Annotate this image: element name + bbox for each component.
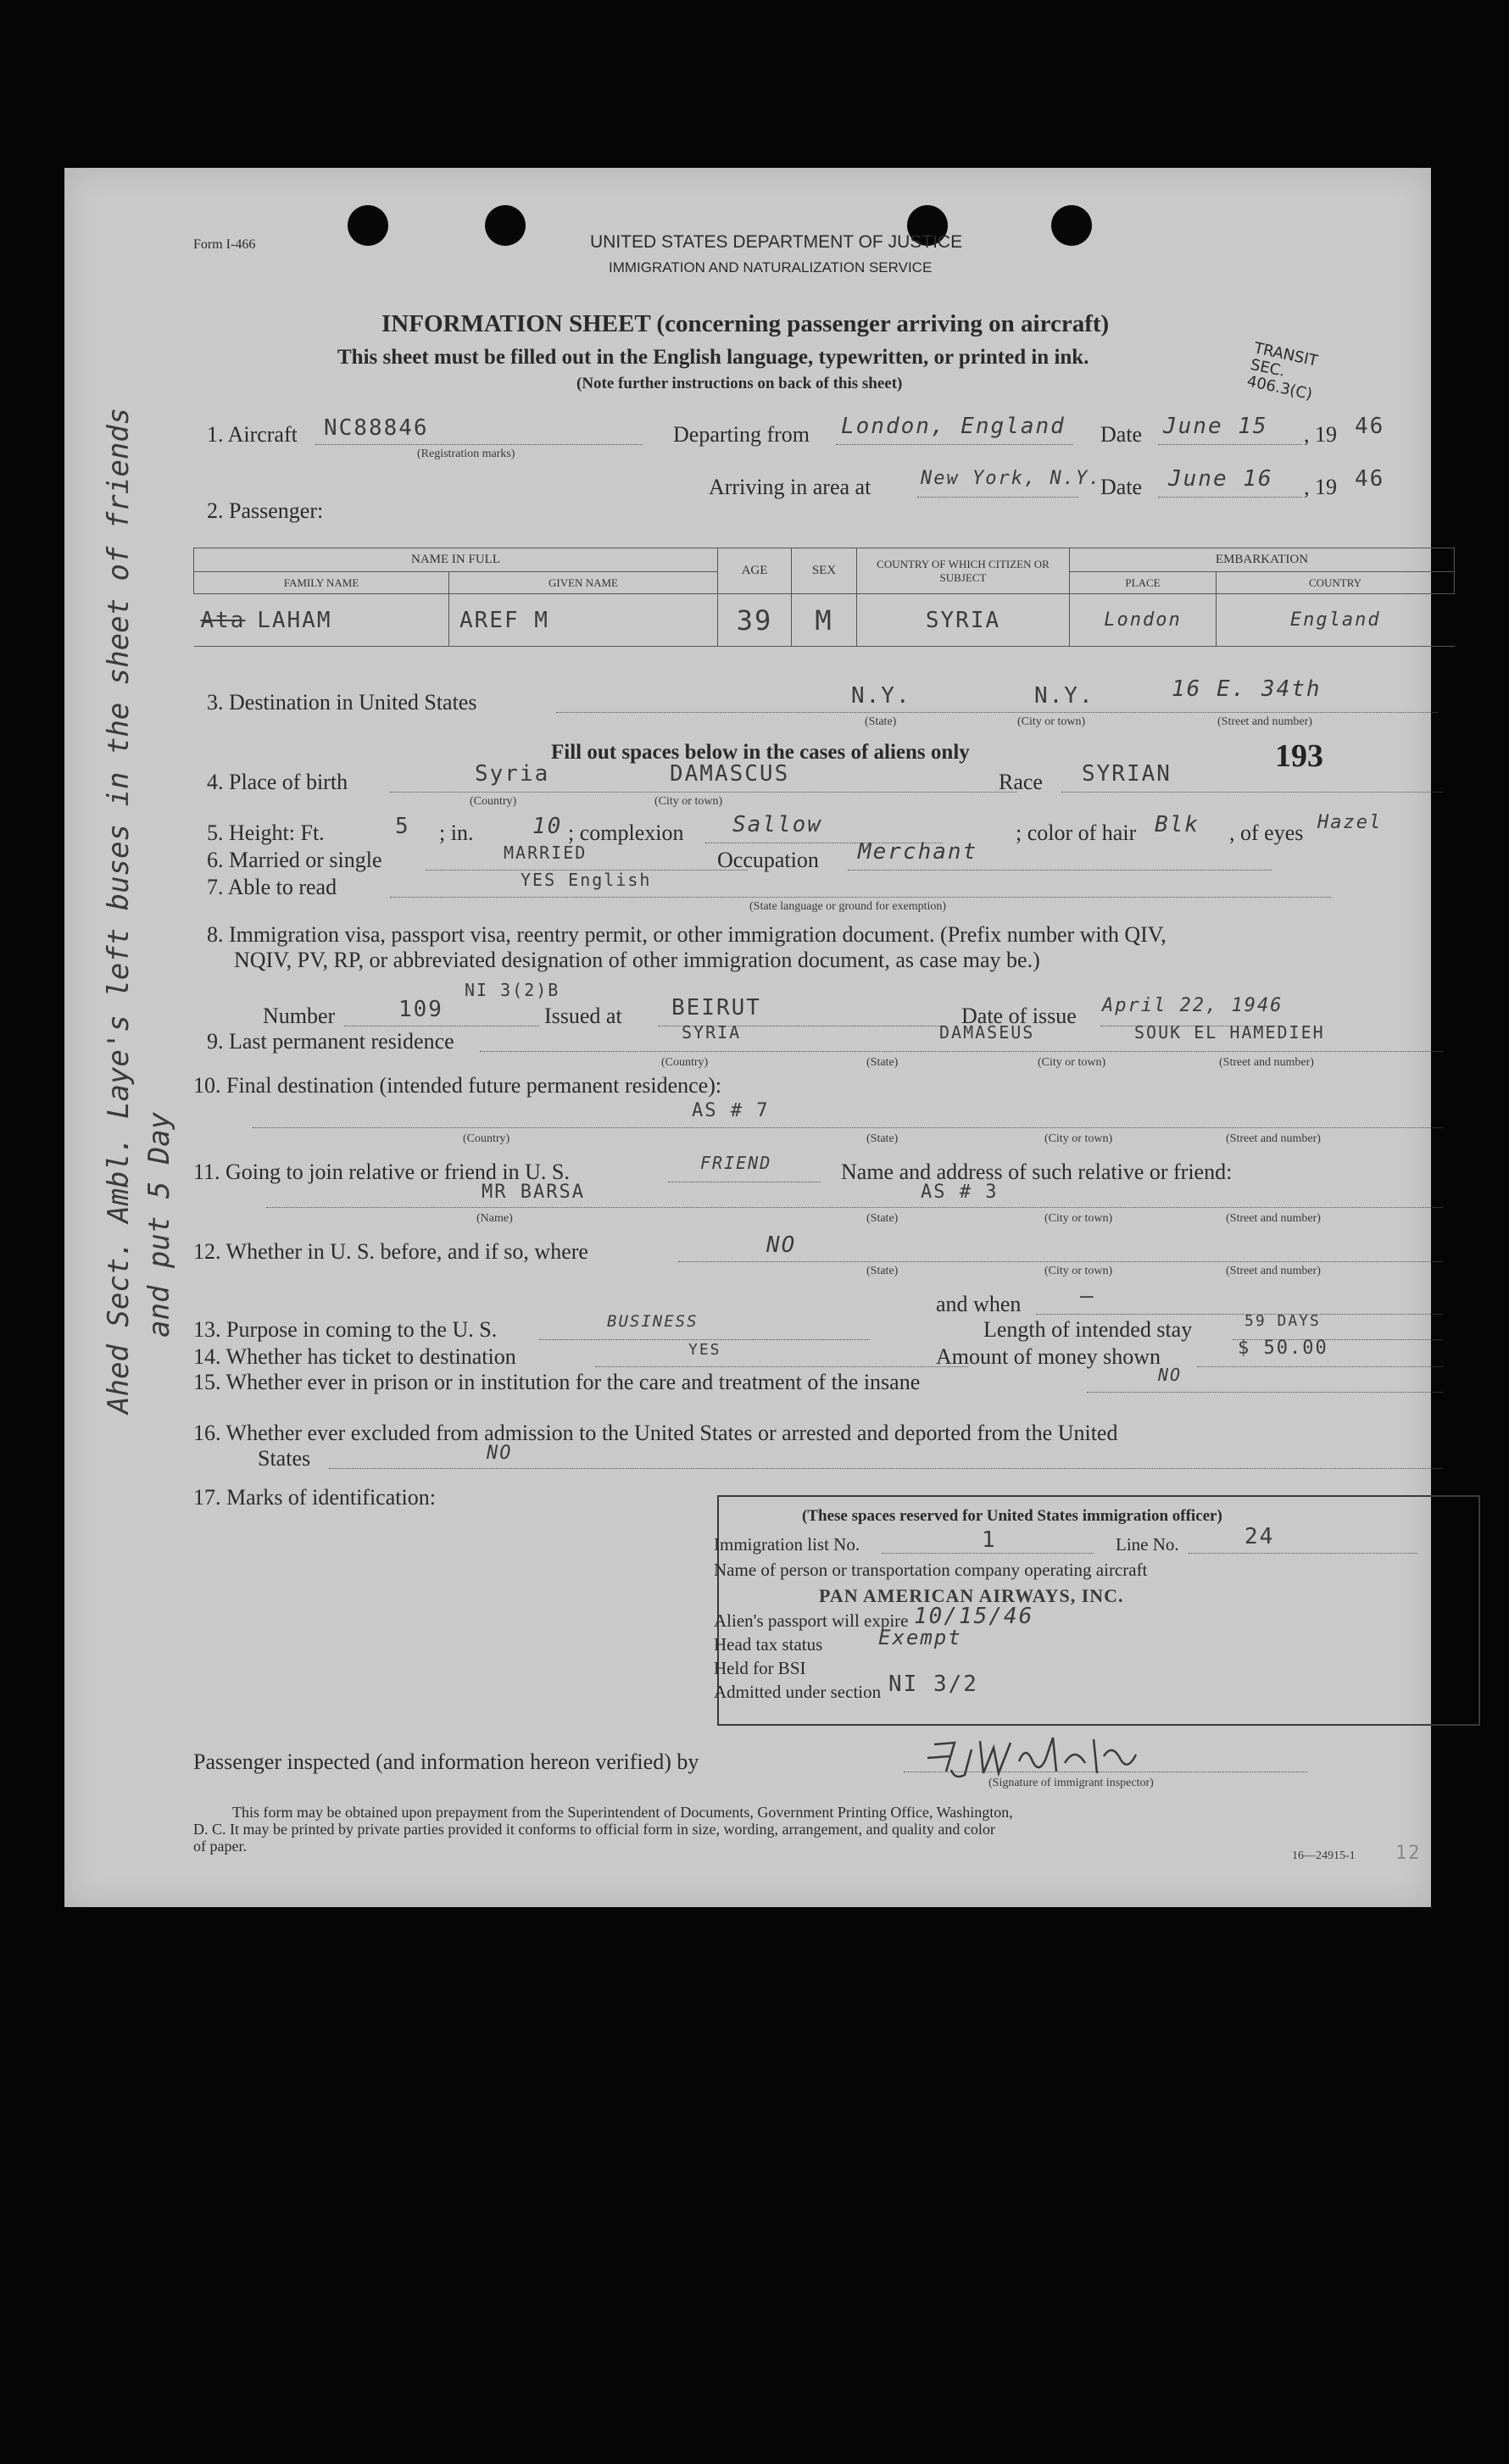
list-value: 1 [982,1527,997,1553]
embark-country-cell [1217,594,1455,647]
state-caption: (State) [865,715,897,728]
country-caption-3: (Country) [463,1132,510,1145]
stamp-number-193: 193 [1275,738,1323,774]
prison-value: NO [1158,1365,1183,1385]
excluded-label-2: States [258,1446,311,1471]
when-value: — [1080,1283,1095,1309]
final-label: 10. Final destination (intended future permanent residence): [193,1073,722,1098]
city-caption-2: (City or town) [654,795,723,808]
complexion: Sallow [732,812,822,837]
destination-street: 16 E. 34th [1172,676,1322,702]
embarkation-header: EMBARKATION [1070,548,1455,572]
age: 39 [736,603,773,637]
visa-number: 109 [398,997,443,1022]
when-label: and when [936,1292,1022,1316]
birth-label: 4. Place of birth [207,770,348,794]
passenger-table [193,548,1455,647]
join-value: FRIEND [700,1153,772,1173]
name-caption: (Name) [476,1212,513,1225]
passport-value: 10/15/46 [914,1604,1034,1629]
state-caption-2: (State) [866,1056,899,1069]
excluded-value: NO [487,1443,513,1464]
state-caption-3: (State) [866,1132,899,1145]
street-caption-2: (Street and number) [1219,1056,1314,1069]
join-name-label: Name and address of such relative or friend: [841,1160,1233,1184]
sex-header: SEX [792,548,857,594]
race-label: Race [999,770,1043,794]
state-caption-4: (State) [866,1212,899,1225]
occupation: Merchant [858,839,978,865]
embark-place: London [1104,609,1182,631]
ticket-label: 14. Whether has ticket to destination [193,1344,516,1369]
date-label-2: Date [1100,475,1143,499]
birth-country: Syria [475,761,550,787]
punch-hole [348,205,388,246]
form-code: 16—24915-1 [1292,1849,1356,1862]
arriving-date: June 16 [1168,466,1273,492]
arriving-year: 46 [1355,466,1385,492]
given-name-header: GIVEN NAME [449,572,718,594]
state-caption-5: (State) [866,1265,899,1277]
join-label: 11. Going to join relative or friend in U. S. [193,1160,570,1184]
family-name: LAHAM [257,607,332,633]
passenger-label: 2. Passenger: [207,498,324,523]
destination-label: 3. Destination in United States [207,690,477,715]
notice-line-1: This form may be obtained upon prepayment from the Superintendent of Documents, Government Printing Office, Washington, [232,1804,1013,1821]
inspector-signature [921,1724,1150,1783]
line-label: Line No. [1116,1534,1179,1555]
before-value: NO [766,1232,797,1258]
company-value: PAN AMERICAN AIRWAYS, INC. [819,1585,1124,1606]
tax-label: Head tax status [714,1634,823,1655]
punch-hole [485,205,526,246]
country-caption-2: (Country) [661,1056,709,1069]
name-in-full-header: NAME IN FULL [194,548,718,572]
final-value: AS # 7 [692,1100,770,1121]
sex: M [815,603,833,637]
birth-city: DAMASCUS [670,761,790,787]
residence-city: DAMASEUS [939,1022,1035,1043]
city-caption-4: (City or town) [1044,1132,1113,1145]
departing-year: 46 [1355,414,1385,439]
date-label: Date [1100,422,1143,447]
departing-date: June 15 [1163,414,1268,439]
destination-city: N.Y. [1034,683,1094,709]
visa-label-2: NQIV, PV, RP, or abbreviated designation of other immigration document, as case may be.) [234,948,1040,972]
eyes-label: , of eyes [1229,820,1304,845]
age-header: AGE [718,548,792,594]
stay-label: Length of intended stay [983,1317,1193,1342]
height-label: 5. Height: Ft. [207,820,325,845]
departing-value: London, England [841,414,1066,439]
eyes: Hazel [1317,812,1383,833]
city-caption: (City or town) [1017,715,1086,728]
residence-country: SYRIA [682,1022,742,1043]
citizen-header: COUNTRY OF WHICH CITIZEN OR SUBJECT [857,548,1070,594]
tax-value: Exempt [878,1626,962,1649]
number-label: Number [263,1004,336,1028]
visa-prefix: NI 3(2)B [465,980,560,1000]
hair-label: ; color of hair [1016,820,1137,845]
struck-text: Ata [200,607,246,633]
before-label: 12. Whether in U. S. before, and if so, where [193,1239,588,1264]
read-label: 7. Able to read [207,875,337,899]
bsi-label: Held for BSI [714,1658,806,1678]
city-caption-5: (City or town) [1044,1212,1113,1225]
instruction: This sheet must be filled out in the English language, typewritten, or printed in ink. [337,346,1089,369]
sex-cell [792,594,857,647]
official-box-title: (These spaces reserved for United States immigration officer) [802,1507,1222,1525]
join-name: MR BARSA [482,1182,585,1203]
signature-caption: (Signature of immigrant inspector) [988,1777,1154,1789]
married: MARRIED [504,843,587,863]
year-prefix: , 19 [1304,422,1337,447]
read-caption: (State language or ground for exemption) [749,900,947,913]
read: YES English [521,870,652,890]
occupation-label: Occupation [717,848,819,872]
visa-label-1: 8. Immigration visa, passport visa, reentry permit, or other immigration document. (Prefix number with QIV, [207,922,1167,947]
issue-date-label: Date of issue [961,1004,1077,1028]
family-name-header: FAMILY NAME [194,572,449,594]
arriving-value: New York, N.Y. [921,468,1102,489]
form-number: Form I-466 [193,237,256,252]
city-caption-6: (City or town) [1044,1265,1113,1277]
margin-note [102,408,136,1414]
in-label: ; in. [439,820,474,845]
residence-street: SOUK EL HAMEDIEH [1134,1022,1325,1043]
line-value: 24 [1245,1524,1275,1549]
excluded-label: 16. Whether ever excluded from admission to the United States or arrested and deported from the United [193,1421,1118,1445]
city-caption-3: (City or town) [1038,1056,1106,1069]
transit-stamp: TRANSIT SEC. 406.3(C) [1245,339,1320,404]
citizen-cell [857,594,1070,647]
purpose-value: BUSINESS [607,1312,699,1331]
residence-label: 9. Last permanent residence [207,1029,454,1054]
list-label: Immigration list No. [714,1534,860,1555]
street-caption-4: (Street and number) [1226,1212,1321,1225]
complexion-label: ; complexion [568,820,684,845]
arriving-label: Arriving in area at [709,475,871,499]
page-number: 12 [1395,1843,1422,1864]
passport-label: Alien's passport will expire [714,1610,909,1631]
punch-hole [1051,205,1092,246]
hair: Blk [1155,812,1200,837]
given-name: AREF M [459,607,549,633]
given-name-cell [449,594,718,647]
inspected-label: Passenger inspected (and information hereon verified) by [193,1749,699,1774]
aliens-header: Fill out spaces below in the cases of aliens only [551,741,970,764]
year-prefix-2: , 19 [1304,475,1337,499]
family-name-cell [194,594,449,647]
place-header: PLACE [1070,572,1217,594]
destination-state: N.Y. [851,683,911,709]
age-cell [718,594,792,647]
street-caption: (Street and number) [1217,715,1312,728]
notice-line-3: of paper. [193,1838,247,1855]
purpose-label: 13. Purpose in coming to the U. S. [193,1317,498,1342]
margin-note-line-2: and put 5 Day [142,1111,176,1338]
company-label: Name of person or transportation company operating aircraft [714,1560,1148,1580]
notice-line-2: D. C. It may be printed by private parties provided it conforms to official form in size, wording, arrangement, and quality and color [193,1821,995,1838]
race: SYRIAN [1082,761,1172,787]
height-in: 10 [532,814,563,839]
country-header: COUNTRY [1217,572,1455,594]
issued-label: Issued at [544,1004,622,1028]
form-sheet [64,168,1431,1907]
street-caption-5: (Street and number) [1226,1265,1321,1277]
margin-note-2 [142,1112,176,1338]
note: (Note further instructions on back of this sheet) [576,375,903,392]
registration-caption: (Registration marks) [417,448,515,460]
join-address: AS # 3 [921,1182,999,1203]
height-ft: 5 [395,814,410,839]
department: UNITED STATES DEPARTMENT OF JUSTICE [590,232,963,252]
street-caption-3: (Street and number) [1226,1132,1321,1145]
official-use-box [714,1495,1480,1726]
stay-value: 59 DAYS [1245,1312,1321,1330]
section-label: Admitted under section [714,1682,882,1702]
money-value: $ 50.00 [1238,1338,1328,1359]
place-cell [1070,594,1217,647]
citizen: SYRIA [925,607,1001,633]
money-label: Amount of money shown [936,1344,1161,1369]
married-label: 6. Married or single [207,848,382,872]
service: IMMIGRATION AND NATURALIZATION SERVICE [609,259,933,275]
prison-label: 15. Whether ever in prison or in institution for the care and treatment of the insane [193,1370,921,1394]
country-caption: (Country) [470,795,517,808]
section-value: NI 3/2 [888,1671,978,1697]
page-title: INFORMATION SHEET (concerning passenger arriving on aircraft) [381,310,1110,337]
aircraft-label: 1. Aircraft [207,422,298,447]
issued: BEIRUT [671,995,761,1021]
embark-country: England [1289,609,1381,631]
margin-note-line-1: Ahed Sect. Ambl. Laye's left buses in the sheet of friends [102,407,136,1414]
aircraft-value: NC88846 [324,415,429,441]
ticket-value: YES [688,1341,721,1359]
departing-label: Departing from [673,422,810,447]
marks-label: 17. Marks of identification: [193,1485,436,1510]
issue-date: April 22, 1946 [1102,995,1283,1016]
